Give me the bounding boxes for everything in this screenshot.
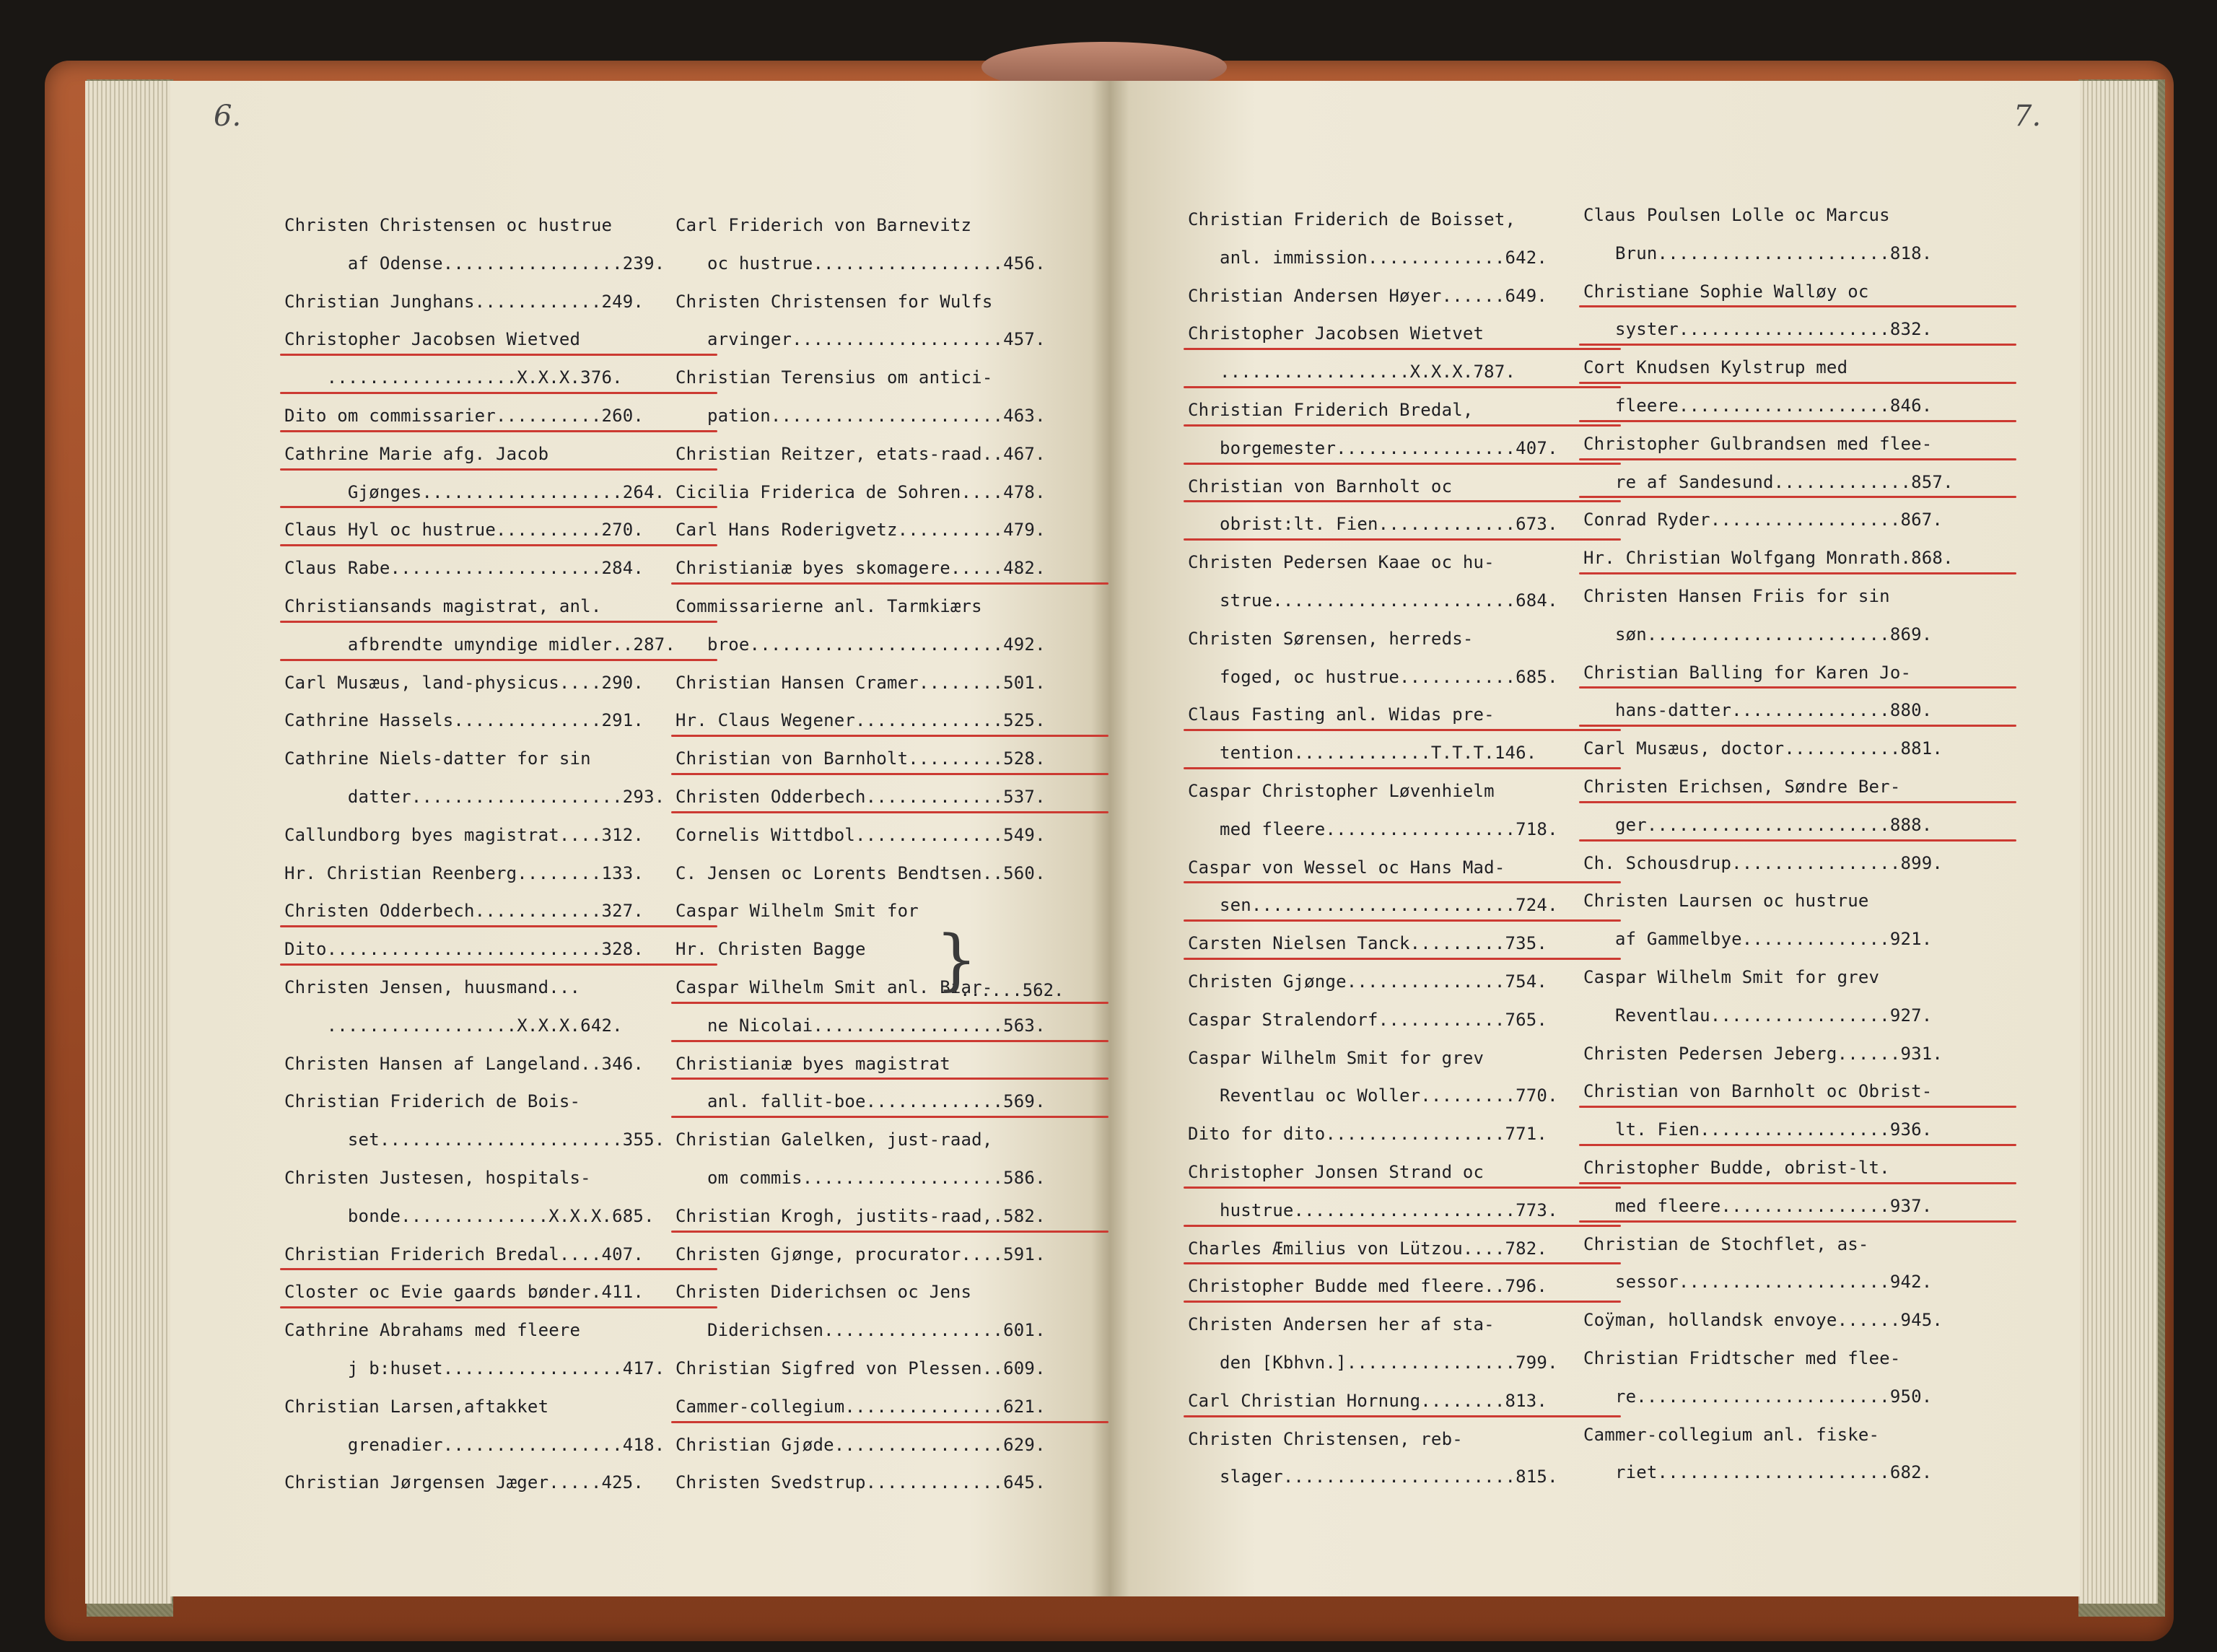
- index-entry: Christopher Gulbrandsen med flee-: [1583, 425, 2016, 463]
- index-entry: Christen Diderichsen oc Jens: [675, 1282, 972, 1303]
- index-entry: Claus Hyl oc hustrue..........270.: [284, 511, 717, 549]
- index-entry: Dito for dito.................771.: [1188, 1124, 1548, 1145]
- index-entry: Cicilia Friderica de Sohren....478.: [675, 481, 1046, 502]
- index-entry: Caspar Wilhelm Smit for grev: [1188, 1047, 1484, 1068]
- index-entry: Charles Æmilius von Lützou....782.: [1188, 1230, 1621, 1268]
- index-entry: ..................X.X.X.376.: [284, 359, 717, 397]
- index-entry: set.......................355.: [284, 1129, 665, 1150]
- index-entry: Closter oc Evie gaards bønder.411.: [284, 1273, 717, 1311]
- index-entry: Christian Fridtscher med flee-: [1583, 1347, 1901, 1368]
- index-entry: Christen Christensen oc hustrue: [284, 215, 613, 235]
- index-entry: Christopher Jacobsen Wietvet: [1188, 315, 1621, 353]
- index-entry: Brun......................818.: [1583, 242, 1933, 263]
- index-entry: Christen Gjønge...............754.: [1188, 971, 1548, 992]
- index-entry: oc hustrue..................456.: [675, 253, 1046, 274]
- index-entry: Carl Musæus, land-physicus....290.: [284, 672, 644, 693]
- index-entry: syster....................832.: [1583, 310, 2016, 349]
- index-entry: obrist:lt. Fien.............673.: [1188, 505, 1621, 543]
- index-entry: Christen Erichsen, Søndre Ber-: [1583, 768, 2016, 806]
- index-entry: Christen Christensen for Wulfs: [675, 291, 993, 312]
- index-entry: Christen Odderbech.............537.: [675, 778, 1108, 816]
- index-entry: Christopher Budde, obrist-lt.: [1583, 1149, 2016, 1187]
- index-entry: Christian Andersen Høyer......649.: [1188, 285, 1548, 306]
- index-entry: Gjønges...................264.: [284, 473, 717, 512]
- index-entry: borgemester.................407.: [1188, 429, 1621, 468]
- index-entry: Christian Krogh, justits-raad,.582.: [675, 1197, 1108, 1236]
- index-entry: Christopher Budde med fleere..796.: [1188, 1267, 1621, 1306]
- index-entry: tention.............T.T.T.146.: [1188, 734, 1621, 772]
- index-entry: Claus Rabe....................284.: [284, 558, 644, 579]
- index-entry: Christian von Barnholt oc Obrist-: [1583, 1072, 2016, 1111]
- index-entry: af Odense.................239.: [284, 253, 665, 274]
- index-entry: Christen Pedersen Jeberg......931.: [1583, 1043, 1943, 1064]
- index-entry: med fleere..................718.: [1188, 818, 1558, 839]
- index-entry: Caspar Wilhelm Smit anl. Biar-: [675, 969, 1108, 1007]
- left-page: [170, 81, 1110, 1596]
- index-entry: Christian Balling for Karen Jo-: [1583, 654, 2016, 692]
- index-entry: Cornelis Wittdbol..............549.: [675, 824, 1046, 845]
- index-entry: foged, oc hustrue...........685.: [1188, 666, 1558, 687]
- index-entry: Christiane Sophie Walløy oc: [1583, 273, 2016, 311]
- index-entry: Reventlau oc Woller.........770.: [1188, 1085, 1558, 1106]
- index-entry: re af Sandesund.............857.: [1583, 463, 2016, 502]
- index-entry: Dito..........................328.: [284, 930, 717, 969]
- index-entry: Hr. Claus Wegener..............525.: [675, 702, 1108, 740]
- index-entry: hans-datter...............880.: [1583, 691, 2016, 730]
- index-entry: Christiansands magistrat, anl.: [284, 587, 717, 626]
- index-entry: Caspar Wilhelm Smit for grev: [1583, 966, 1880, 987]
- index-entry: ger.......................888.: [1583, 806, 2016, 844]
- index-entry: om commis...................586.: [675, 1167, 1046, 1188]
- index-entry: Christianiæ byes magistrat: [675, 1045, 1108, 1083]
- index-entry: Christian Friderich de Boisset,: [1188, 209, 1516, 230]
- index-entry: Christian Gjøde................629.: [675, 1434, 1046, 1455]
- index-entry: j b:huset.................417.: [284, 1358, 665, 1378]
- index-entry: anl. immission.............642.: [1188, 247, 1548, 268]
- index-entry: Christen Hansen Friis for sin: [1583, 585, 1890, 606]
- index-entry: Conrad Ryder..................867.: [1583, 510, 1943, 530]
- index-entry: Christopher Jonsen Strand oc: [1188, 1153, 1621, 1192]
- index-entry: sessor....................942.: [1583, 1272, 1933, 1293]
- index-entry: Coÿman, hollandsk envoye......945.: [1583, 1310, 1943, 1331]
- index-entry: Claus Fasting anl. Widas pre-: [1188, 696, 1621, 734]
- index-entry: Christian Friderich Bredal....407.: [284, 1236, 717, 1274]
- index-entry: Carl Hans Roderigvetz..........479.: [675, 520, 1046, 541]
- index-entry: Christopher Jacobsen Wietved: [284, 320, 717, 359]
- index-entry: Christen Laursen oc hustrue: [1583, 891, 1869, 912]
- index-entry: Carl Christian Hornung........813.: [1188, 1382, 1621, 1420]
- index-entry: af Gammelbye..............921.: [1583, 929, 1933, 950]
- index-entry: Commissarierne anl. Tarmkiærs: [675, 595, 982, 616]
- index-entry: Christian Junghans............249.: [284, 291, 644, 312]
- index-entry: broe........................492.: [675, 634, 1046, 655]
- index-entry: re........................950.: [1583, 1386, 1933, 1407]
- index-entry: grenadier.................418.: [284, 1434, 665, 1455]
- index-entry: Christen Svedstrup.............645.: [675, 1472, 1046, 1493]
- index-entry: datter....................293.: [284, 786, 665, 807]
- index-entry: Reventlau.................927.: [1583, 1005, 1933, 1026]
- index-entry: Carl Musæus, doctor...........881.: [1583, 738, 1943, 759]
- index-entry: Christen Hansen af Langeland..346.: [284, 1053, 644, 1074]
- left-page-column-1: [284, 206, 717, 1502]
- index-entry: Christian von Barnholt.........528.: [675, 740, 1108, 778]
- index-entry: søn.......................869.: [1583, 624, 1933, 644]
- index-entry: Christian Hansen Cramer........501.: [675, 672, 1046, 693]
- index-entry: Diderichsen.................601.: [675, 1320, 1046, 1341]
- index-entry: Christian Friderich de Bois-: [284, 1091, 581, 1112]
- index-entry: pation......................463.: [675, 405, 1046, 426]
- index-entry: Caspar Christopher Løvenhielm: [1188, 780, 1495, 801]
- index-entry: Cathrine Hassels..............291.: [284, 710, 644, 731]
- index-entry: Christian Terensius om antici-: [675, 367, 993, 388]
- index-entry: Christen Christensen, reb-: [1188, 1428, 1463, 1449]
- right-page-column-1: [1188, 201, 1621, 1496]
- index-entry: Christian Larsen,aftakket: [284, 1396, 549, 1417]
- left-page-edges: [85, 81, 172, 1604]
- index-entry: Christen Odderbech............327.: [284, 892, 717, 930]
- index-entry: ne Nicolai..................563.: [675, 1007, 1108, 1045]
- index-entry: Christen Andersen her af sta-: [1188, 1314, 1495, 1335]
- index-entry: Christian Jørgensen Jæger.....425.: [284, 1472, 644, 1493]
- brace-page-value: ......562.: [960, 980, 1064, 1000]
- index-entry: ..................X.X.X.787.: [1188, 353, 1621, 391]
- left-page-column-2: [675, 206, 1108, 1502]
- index-entry: hustrue.....................773.: [1188, 1192, 1621, 1230]
- index-entry: Carsten Nielsen Tanck.........735.: [1188, 925, 1621, 963]
- index-entry: Christian Galelken, just-raad,: [675, 1129, 993, 1150]
- index-entry: fleere....................846.: [1583, 387, 2016, 425]
- index-entry: Christen Justesen, hospitals-: [284, 1167, 591, 1188]
- left-page-number: 6.: [214, 100, 242, 133]
- index-entry: Dito om commissarier..........260.: [284, 397, 717, 435]
- index-entry: Ch. Schousdrup................899.: [1583, 852, 1943, 873]
- index-entry: Christen Pedersen Kaae oc hu-: [1188, 552, 1495, 573]
- index-entry: Christian Sigfred von Plessen..609.: [675, 1358, 1046, 1378]
- index-entry: Hr. Christian Reenberg........133.: [284, 862, 644, 883]
- right-page: [1110, 81, 2080, 1596]
- right-page-column-2: [1583, 196, 2016, 1492]
- index-entry: afbrendte umyndige midler..287.: [284, 626, 717, 664]
- index-entry: den [Kbhvn.]................799.: [1188, 1352, 1558, 1373]
- index-entry: Callundborg byes magistrat....312.: [284, 824, 644, 845]
- index-entry: riet......................682.: [1583, 1462, 1933, 1483]
- index-entry: C. Jensen oc Lorents Bendtsen..560.: [675, 862, 1046, 883]
- right-page-number: 7.: [2013, 100, 2042, 133]
- index-entry: Cammer-collegium...............621.: [675, 1388, 1108, 1426]
- index-entry: Christen Sørensen, herreds-: [1188, 628, 1474, 649]
- index-entry: arvinger....................457.: [675, 329, 1046, 350]
- index-entry: sen.........................724.: [1188, 886, 1621, 925]
- index-entry: ..................X.X.X.642.: [284, 1015, 623, 1036]
- index-entry: Hr. Christen Bagge: [675, 939, 866, 960]
- index-entry: slager......................815.: [1188, 1467, 1558, 1487]
- index-entry: Cammer-collegium anl. fiske-: [1583, 1424, 1880, 1445]
- index-entry: Christian Reitzer, etats-raad..467.: [675, 443, 1046, 464]
- index-entry: med fleere................937.: [1583, 1187, 2016, 1225]
- index-entry: Cathrine Niels-datter for sin: [284, 748, 591, 769]
- index-entry: lt. Fien..................936.: [1583, 1111, 2016, 1149]
- index-entry: Cathrine Abrahams med fleere: [284, 1320, 581, 1341]
- index-entry: Hr. Christian Wolfgang Monrath.868.: [1583, 539, 2016, 577]
- index-entry: Christen Gjønge, procurator....591.: [675, 1244, 1046, 1264]
- index-entry: Caspar von Wessel oc Hans Mad-: [1188, 849, 1621, 887]
- index-entry: Caspar Stralendorf............765.: [1188, 1009, 1548, 1030]
- index-entry: Christian von Barnholt oc: [1188, 468, 1621, 506]
- index-entry: Carl Friderich von Barnevitz: [675, 215, 972, 235]
- index-entry: anl. fallit-boe.............569.: [675, 1083, 1108, 1121]
- index-entry: strue.......................684.: [1188, 590, 1558, 611]
- index-entry: Christian Friderich Bredal,: [1188, 391, 1621, 429]
- index-entry: Cort Knudsen Kylstrup med: [1583, 349, 2016, 387]
- right-page-edges: [2078, 81, 2158, 1604]
- index-entry: Christen Jensen, huusmand...: [284, 976, 581, 997]
- index-entry: Christianiæ byes skomagere.....482.: [675, 549, 1108, 587]
- index-entry: Caspar Wilhelm Smit for: [675, 901, 919, 922]
- index-entry: bonde..............X.X.X.685.: [284, 1205, 655, 1226]
- brace-mark: }: [935, 921, 978, 998]
- index-entry: Claus Poulsen Lolle oc Marcus: [1583, 205, 1890, 225]
- index-entry: Cathrine Marie afg. Jacob: [284, 435, 717, 473]
- index-entry: Christian de Stochflet, as-: [1583, 1233, 1869, 1254]
